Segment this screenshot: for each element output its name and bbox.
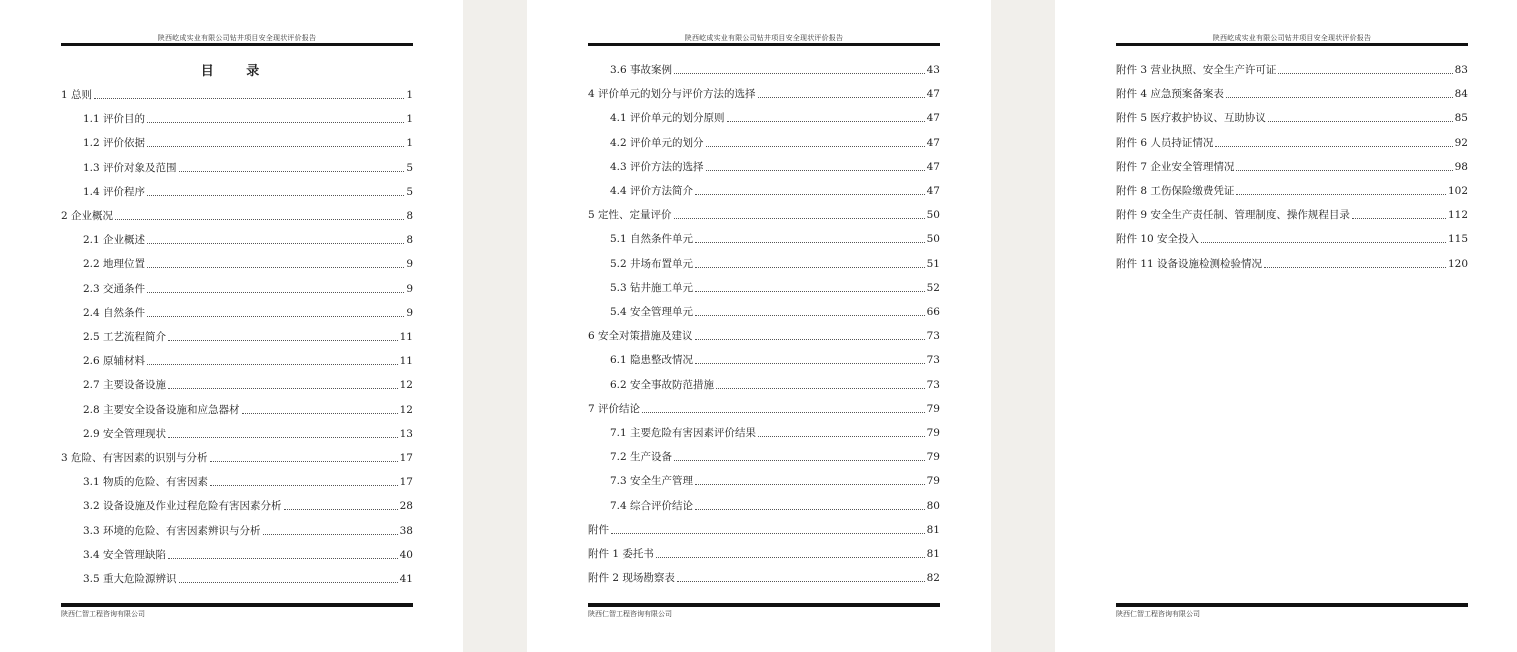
- toc-leader-dots: [147, 145, 404, 147]
- toc-entry-page-number: 98: [1454, 160, 1468, 173]
- toc-leader-dots: [695, 193, 925, 195]
- toc-entry-label: 6.2 安全事故防范措施: [610, 378, 715, 391]
- toc-entry-page-number: 41: [399, 573, 413, 585]
- footer-rule: [61, 603, 413, 607]
- toc-entry-label: 7.2 生产设备: [610, 451, 673, 464]
- toc-leader-dots: [695, 290, 925, 292]
- toc-leader-dots: [695, 508, 925, 510]
- toc-entry-page-number: 8: [406, 210, 413, 222]
- toc-entry[interactable]: [61, 233, 413, 247]
- toc-entry[interactable]: [61, 572, 413, 586]
- toc-entry-label: 1 总则: [61, 89, 93, 101]
- toc-leader-dots: [147, 363, 398, 365]
- toc-leader-dots: [1352, 217, 1446, 219]
- toc-entry-page-number: 17: [399, 452, 413, 464]
- page-header: 陕西屹成实业有限公司钻井项目安全现状评价报告: [1212, 34, 1372, 42]
- toc-entry-page-number: 11: [399, 331, 413, 343]
- toc-entry-label: 2.7 主要设备设施: [83, 379, 167, 392]
- header-rule: [1116, 43, 1468, 46]
- toc-entry-label: 1.3 评价对象及范围: [83, 161, 177, 174]
- toc-leader-dots: [147, 194, 404, 196]
- toc-leader-dots: [695, 362, 925, 364]
- toc-entry-page-number: 5: [406, 161, 413, 174]
- toc-leader-dots: [1215, 145, 1452, 147]
- toc-entry[interactable]: [588, 208, 940, 222]
- toc-entry-label: 5 定性、定量评价: [588, 209, 672, 222]
- toc-entry-page-number: 120: [1447, 257, 1468, 270]
- toc-entry-page-number: 51: [926, 257, 940, 270]
- toc-entry-label: 附件 5 医疗救护协议、互助协议: [1116, 112, 1266, 125]
- toc-entry-label: 6.1 隐患整改情况: [610, 354, 694, 367]
- toc-entry-label: 附件 10 安全投入: [1116, 233, 1200, 246]
- toc-entry-label: 3.4 安全管理缺陷: [83, 548, 167, 561]
- toc-entry[interactable]: [61, 524, 413, 538]
- toc-entry[interactable]: [61, 330, 413, 344]
- toc-entry[interactable]: [61, 403, 413, 417]
- footer-rule: [588, 603, 940, 607]
- toc-entry-page-number: 52: [926, 281, 940, 294]
- toc-entry[interactable]: [61, 427, 413, 441]
- toc-entry-page-number: 43: [926, 64, 940, 76]
- toc-entry-label: 2.2 地理位置: [83, 258, 146, 271]
- toc-entry[interactable]: [61, 185, 413, 199]
- toc-leader-dots: [1236, 169, 1452, 171]
- toc-entry-label: 附件: [588, 523, 609, 536]
- toc-entry[interactable]: [61, 136, 413, 150]
- toc-entry[interactable]: [588, 499, 940, 513]
- toc-entry[interactable]: [61, 548, 413, 562]
- toc-leader-dots: [168, 339, 398, 341]
- toc-entry-label: 6 安全对策措施及建议: [588, 330, 693, 343]
- toc-entry[interactable]: [1116, 208, 1468, 222]
- toc-leader-dots: [611, 532, 925, 534]
- toc-entry-page-number: 11: [399, 355, 413, 368]
- footer-rule: [1116, 603, 1468, 607]
- toc-entry-page-number: 81: [926, 523, 940, 536]
- toc-entry[interactable]: [588, 426, 940, 440]
- toc-leader-dots: [695, 241, 925, 243]
- page-footer: 陕西仁智工程咨询有限公司: [1116, 610, 1200, 618]
- toc-entry-page-number: 80: [926, 499, 940, 512]
- toc-entry-label: 附件 1 委托书: [588, 548, 654, 560]
- toc-leader-dots: [168, 387, 398, 389]
- toc-entry-page-number: 83: [1454, 64, 1468, 76]
- toc-entry[interactable]: [61, 499, 413, 513]
- toc-leader-dots: [695, 314, 925, 316]
- toc-entry-label: 2.9 安全管理现状: [83, 427, 167, 440]
- toc-entry-page-number: 84: [1454, 88, 1468, 101]
- toc-entry[interactable]: [1116, 111, 1468, 125]
- toc-leader-dots: [1278, 72, 1452, 74]
- toc-leader-dots: [674, 459, 925, 461]
- toc-leader-dots: [147, 266, 404, 268]
- toc-entry-page-number: 79: [926, 451, 940, 464]
- toc-leader-dots: [168, 436, 398, 438]
- toc-entry-page-number: 1: [406, 89, 413, 101]
- toc-entry-page-number: 79: [926, 427, 940, 439]
- document-page-1: [0, 0, 463, 652]
- toc-leader-dots: [1226, 96, 1453, 98]
- toc-entry-label: 5.3 钻井施工单元: [610, 281, 694, 294]
- toc-entry[interactable]: [588, 305, 940, 319]
- toc-entry-page-number: 5: [406, 185, 413, 198]
- toc-leader-dots: [674, 217, 925, 219]
- toc-entry[interactable]: [61, 282, 413, 296]
- toc-entry-label: 4 评价单元的划分与评价方法的选择: [588, 88, 756, 101]
- toc-entry-label: 2.8 主要安全设备设施和应急器材: [83, 403, 240, 416]
- toc-leader-dots: [695, 483, 925, 485]
- toc-entry[interactable]: [588, 523, 940, 537]
- toc-entry-label: 4.2 评价单元的划分: [610, 136, 704, 149]
- toc-leader-dots: [758, 96, 925, 98]
- toc-entry[interactable]: [1116, 87, 1468, 101]
- toc-entry-label: 4.3 评价方法的选择: [610, 160, 704, 173]
- toc-entry[interactable]: [588, 571, 940, 585]
- toc-entry[interactable]: [61, 354, 413, 368]
- header-rule: [588, 43, 940, 46]
- toc-entry[interactable]: [61, 475, 413, 489]
- toc-entry-page-number: 115: [1447, 233, 1468, 246]
- page-header: 陕西屹成实业有限公司钻井项目安全现状评价报告: [684, 34, 844, 42]
- toc-entry-page-number: 12: [399, 403, 413, 416]
- toc-leader-dots: [716, 387, 925, 389]
- toc-entry[interactable]: [588, 547, 940, 561]
- toc-entry-page-number: 47: [926, 160, 940, 173]
- toc-entry-label: 3.1 物质的危险、有害因素: [83, 476, 209, 489]
- toc-leader-dots: [642, 411, 925, 413]
- toc-entry[interactable]: [1116, 63, 1468, 77]
- toc-leader-dots: [210, 484, 398, 486]
- toc-entry[interactable]: [588, 378, 940, 392]
- toc-leader-dots: [147, 291, 404, 293]
- toc-leader-dots: [94, 97, 404, 99]
- toc-entry-label: 7.1 主要危险有害因素评价结果: [610, 427, 757, 439]
- toc-entry-label: 4.1 评价单元的划分原则: [610, 112, 725, 125]
- toc-entry[interactable]: [61, 306, 413, 320]
- toc-entry-page-number: 9: [406, 258, 413, 271]
- toc-entry[interactable]: [61, 209, 413, 223]
- toc-entry-label: 附件 9 安全生产责任制、管理制度、操作规程目录: [1116, 209, 1350, 222]
- toc-entry-label: 7.4 综合评价结论: [610, 499, 694, 512]
- toc-entry-page-number: 9: [406, 282, 413, 295]
- toc-entry-page-number: 102: [1447, 185, 1468, 197]
- toc-entry-page-number: 79: [926, 402, 940, 415]
- toc-entry[interactable]: [61, 378, 413, 392]
- toc-leader-dots: [695, 266, 925, 268]
- toc-entry[interactable]: [588, 160, 940, 174]
- toc-entry-page-number: 50: [926, 233, 940, 246]
- toc-entry[interactable]: [588, 257, 940, 271]
- toc-leader-dots: [674, 72, 925, 74]
- toc-entry-page-number: 47: [926, 112, 940, 125]
- toc-entry-label: 1.4 评价程序: [83, 185, 146, 198]
- toc-entry-page-number: 9: [406, 306, 413, 319]
- toc-leader-dots: [1236, 193, 1446, 195]
- toc-entry[interactable]: [588, 402, 940, 416]
- toc-leader-dots: [147, 121, 404, 123]
- toc-entry-label: 附件 7 企业安全管理情况: [1116, 160, 1235, 173]
- toc-entry-label: 1.2 评价依据: [83, 137, 146, 150]
- toc-entry-label: 7 评价结论: [588, 402, 641, 415]
- toc-leader-dots: [677, 580, 925, 582]
- toc-entry-page-number: 47: [926, 88, 940, 101]
- toc-leader-dots: [263, 533, 398, 535]
- toc-entry[interactable]: [61, 88, 413, 102]
- toc-entry-label: 2.5 工艺流程简介: [83, 331, 167, 343]
- toc-entry-page-number: 73: [926, 330, 940, 343]
- toc-entry-page-number: 92: [1454, 136, 1468, 149]
- toc-entry-label: 3.6 事故案例: [610, 64, 673, 76]
- toc-entry-label: 5.1 自然条件单元: [610, 233, 694, 246]
- page-header: 陕西屹成实业有限公司钻井项目安全现状评价报告: [157, 34, 317, 42]
- toc-entry-label: 附件 3 营业执照、安全生产许可证: [1116, 64, 1277, 76]
- toc-entry[interactable]: [588, 184, 940, 198]
- toc-leader-dots: [179, 170, 405, 172]
- toc-entry-label: 3 危险、有害因素的识别与分析: [61, 452, 208, 464]
- toc-leader-dots: [727, 120, 925, 122]
- toc-entry-label: 2.6 原辅材料: [83, 355, 146, 368]
- toc-entry-label: 附件 11 设备设施检测检验情况: [1116, 257, 1263, 270]
- toc-leader-dots: [168, 557, 398, 559]
- document-page-3: [1055, 0, 1517, 652]
- toc-entry[interactable]: [1116, 184, 1468, 198]
- page-footer: 陕西仁智工程咨询有限公司: [61, 610, 145, 618]
- toc-entry-label: 2.3 交通条件: [83, 282, 146, 295]
- toc-leader-dots: [1268, 120, 1453, 122]
- toc-leader-dots: [1201, 241, 1446, 243]
- toc-leader-dots: [179, 581, 398, 583]
- toc-entry-page-number: 73: [926, 354, 940, 367]
- toc-entry[interactable]: [588, 232, 940, 246]
- toc-entry[interactable]: [588, 281, 940, 295]
- toc-entry-label: 5.2 井场布置单元: [610, 257, 694, 270]
- toc-entry-label: 2 企业概况: [61, 210, 114, 222]
- toc-entry[interactable]: [61, 161, 413, 175]
- toc-entry-page-number: 81: [926, 548, 940, 560]
- toc-leader-dots: [242, 412, 398, 414]
- toc-entry-label: 3.2 设备设施及作业过程危险有害因素分析: [83, 500, 282, 513]
- toc-entry-label: 5.4 安全管理单元: [610, 306, 694, 318]
- header-rule: [61, 43, 413, 46]
- toc-entry[interactable]: [588, 474, 940, 488]
- toc-entry[interactable]: [588, 87, 940, 101]
- toc-entry[interactable]: [1116, 136, 1468, 150]
- toc-entry-label: 附件 2 现场勘察表: [588, 572, 675, 585]
- toc-entry-label: 4.4 评价方法简介: [610, 185, 694, 197]
- toc-entry-page-number: 38: [399, 524, 413, 537]
- toc-entry-page-number: 12: [399, 379, 413, 392]
- toc-entry-page-number: 17: [399, 476, 413, 489]
- toc-leader-dots: [115, 218, 404, 220]
- toc-entry[interactable]: [61, 451, 413, 465]
- toc-entry-label: 1.1 评价目的: [83, 113, 146, 126]
- toc-entry[interactable]: [61, 112, 413, 126]
- toc-entry[interactable]: [588, 450, 940, 464]
- page-footer: 陕西仁智工程咨询有限公司: [588, 610, 672, 618]
- toc-leader-dots: [706, 169, 925, 171]
- toc-entry[interactable]: [588, 111, 940, 125]
- toc-entry[interactable]: [588, 136, 940, 150]
- toc-entry-page-number: 1: [406, 137, 413, 150]
- toc-entry-label: 2.4 自然条件: [83, 306, 146, 319]
- toc-entry-label: 2.1 企业概述: [83, 234, 146, 247]
- toc-entry[interactable]: [1116, 160, 1468, 174]
- toc-entry-page-number: 79: [926, 475, 940, 488]
- toc-entry-label: 3.5 重大危险源辨识: [83, 573, 177, 585]
- toc-entry-page-number: 73: [926, 378, 940, 391]
- toc-leader-dots: [695, 338, 925, 340]
- toc-leader-dots: [147, 242, 404, 244]
- toc-title: 目 录: [200, 64, 274, 79]
- toc-leader-dots: [284, 508, 398, 510]
- toc-leader-dots: [706, 145, 925, 147]
- toc-entry-page-number: 112: [1447, 209, 1468, 222]
- toc-entry-label: 3.3 环境的危险、有害因素辨识与分析: [83, 524, 261, 537]
- toc-entry-page-number: 28: [399, 500, 413, 513]
- toc-entry-label: 附件 4 应急预案备案表: [1116, 88, 1224, 101]
- document-page-2: [527, 0, 991, 652]
- toc-leader-dots: [758, 435, 925, 437]
- toc-entry-label: 附件 6 人员持证情况: [1116, 136, 1214, 149]
- toc-entry[interactable]: [588, 63, 940, 77]
- toc-entry-page-number: 85: [1454, 112, 1468, 125]
- toc-entry-page-number: 13: [399, 427, 413, 440]
- toc-entry-page-number: 82: [926, 572, 940, 585]
- toc-entry[interactable]: [61, 257, 413, 271]
- toc-entry-page-number: 1: [406, 113, 413, 126]
- toc-entry-page-number: 66: [926, 306, 940, 318]
- toc-entry-page-number: 47: [926, 185, 940, 197]
- toc-entry-page-number: 50: [926, 209, 940, 222]
- toc-entry[interactable]: [1116, 257, 1468, 271]
- toc-entry[interactable]: [588, 353, 940, 367]
- toc-leader-dots: [147, 315, 404, 317]
- toc-leader-dots: [210, 460, 398, 462]
- toc-entry-page-number: 47: [926, 136, 940, 149]
- toc-entry-label: 7.3 安全生产管理: [610, 475, 694, 488]
- toc-entry-label: 附件 8 工伤保险缴费凭证: [1116, 185, 1235, 197]
- toc-entry[interactable]: [588, 329, 940, 343]
- toc-entry-page-number: 8: [406, 234, 413, 247]
- toc-entry[interactable]: [1116, 232, 1468, 246]
- toc-leader-dots: [656, 556, 925, 558]
- toc-leader-dots: [1264, 266, 1446, 268]
- toc-entry-page-number: 40: [399, 548, 413, 561]
